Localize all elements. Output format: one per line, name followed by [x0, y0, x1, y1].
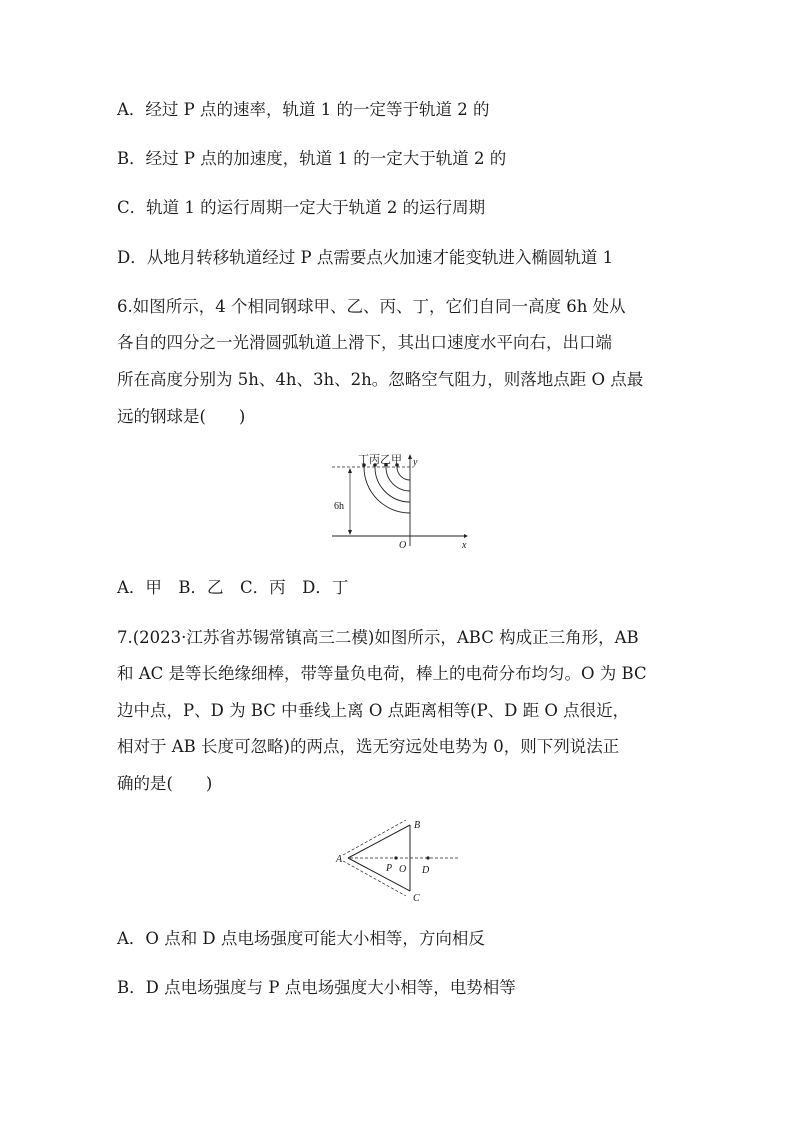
q7-stem-line-2: 和 AC 是等长绝缘细棒，带等量负电荷，棒上的电荷分布均匀。O 为 BC: [117, 664, 647, 683]
q6-ball-labels: 丁丙乙甲: [358, 454, 402, 466]
q7-label-c: C: [413, 893, 420, 903]
q7-option-b: B．D 点电场强度与 P 点电场强度大小相等，电势相等: [117, 978, 516, 997]
q7-option-a: A．O 点和 D 点电场强度可能大小相等，方向相反: [117, 929, 485, 948]
q7-label-d: D: [422, 865, 430, 876]
q7-stem-line-4: 相对于 AB 长度可忽略)的两点，选无穷远处电势为 0，则下列说法正: [117, 737, 620, 756]
q7-label-b: B: [414, 820, 421, 831]
q7-label-o: O: [399, 864, 407, 875]
q6-stem-line-3: 所在高度分别为 5h、4h、3h、2h。忽略空气阻力，则落地点距 O 点最: [117, 370, 644, 389]
q5-option-a: A．经过 P 点的速率，轨道 1 的一定等于轨道 2 的: [117, 100, 490, 119]
q7-stem-line-3: 边中点，P、D 为 BC 中垂线上离 O 点距离相等(P、D 距 O 点很近，: [117, 701, 630, 720]
q6-height-label: 6h: [334, 501, 344, 512]
q6-stem-line-2: 各自的四分之一光滑圆弧轨道上滑下，其出口速度水平向右，出口端: [117, 333, 612, 352]
q6-track-figure: [328, 450, 478, 552]
q7-triangle-figure: [334, 815, 464, 903]
q6-origin-label: O: [399, 540, 407, 551]
q6-x-axis-label: x: [462, 540, 467, 551]
q7-label-p: P: [386, 863, 393, 874]
q5-option-c: C．轨道 1 的运行周期一定大于轨道 2 的运行周期: [117, 198, 486, 217]
q5-option-d: D．从地月转移轨道经过 P 点需要点火加速才能变轨进入椭圆轨道 1: [117, 248, 614, 267]
q7-stem-line-1: 7.(2023·江苏省苏锡常镇高三二模)如图所示，ABC 构成正三角形，AB: [117, 628, 639, 647]
q7-label-a: A: [336, 854, 343, 865]
q6-options: A．甲 B．乙 C．丙 D．丁: [117, 578, 349, 597]
q7-stem-line-5: 确的是( ): [117, 774, 213, 793]
q6-stem-line-1: 6.如图所示，4 个相同钢球甲、乙、丙、丁，它们自同一高度 6h 处从: [117, 297, 626, 316]
q6-stem-line-4: 远的钢球是( ): [117, 407, 246, 426]
q6-y-axis-label: y: [413, 457, 418, 468]
q5-option-b: B．经过 P 点的加速度，轨道 1 的一定大于轨道 2 的: [117, 149, 507, 168]
